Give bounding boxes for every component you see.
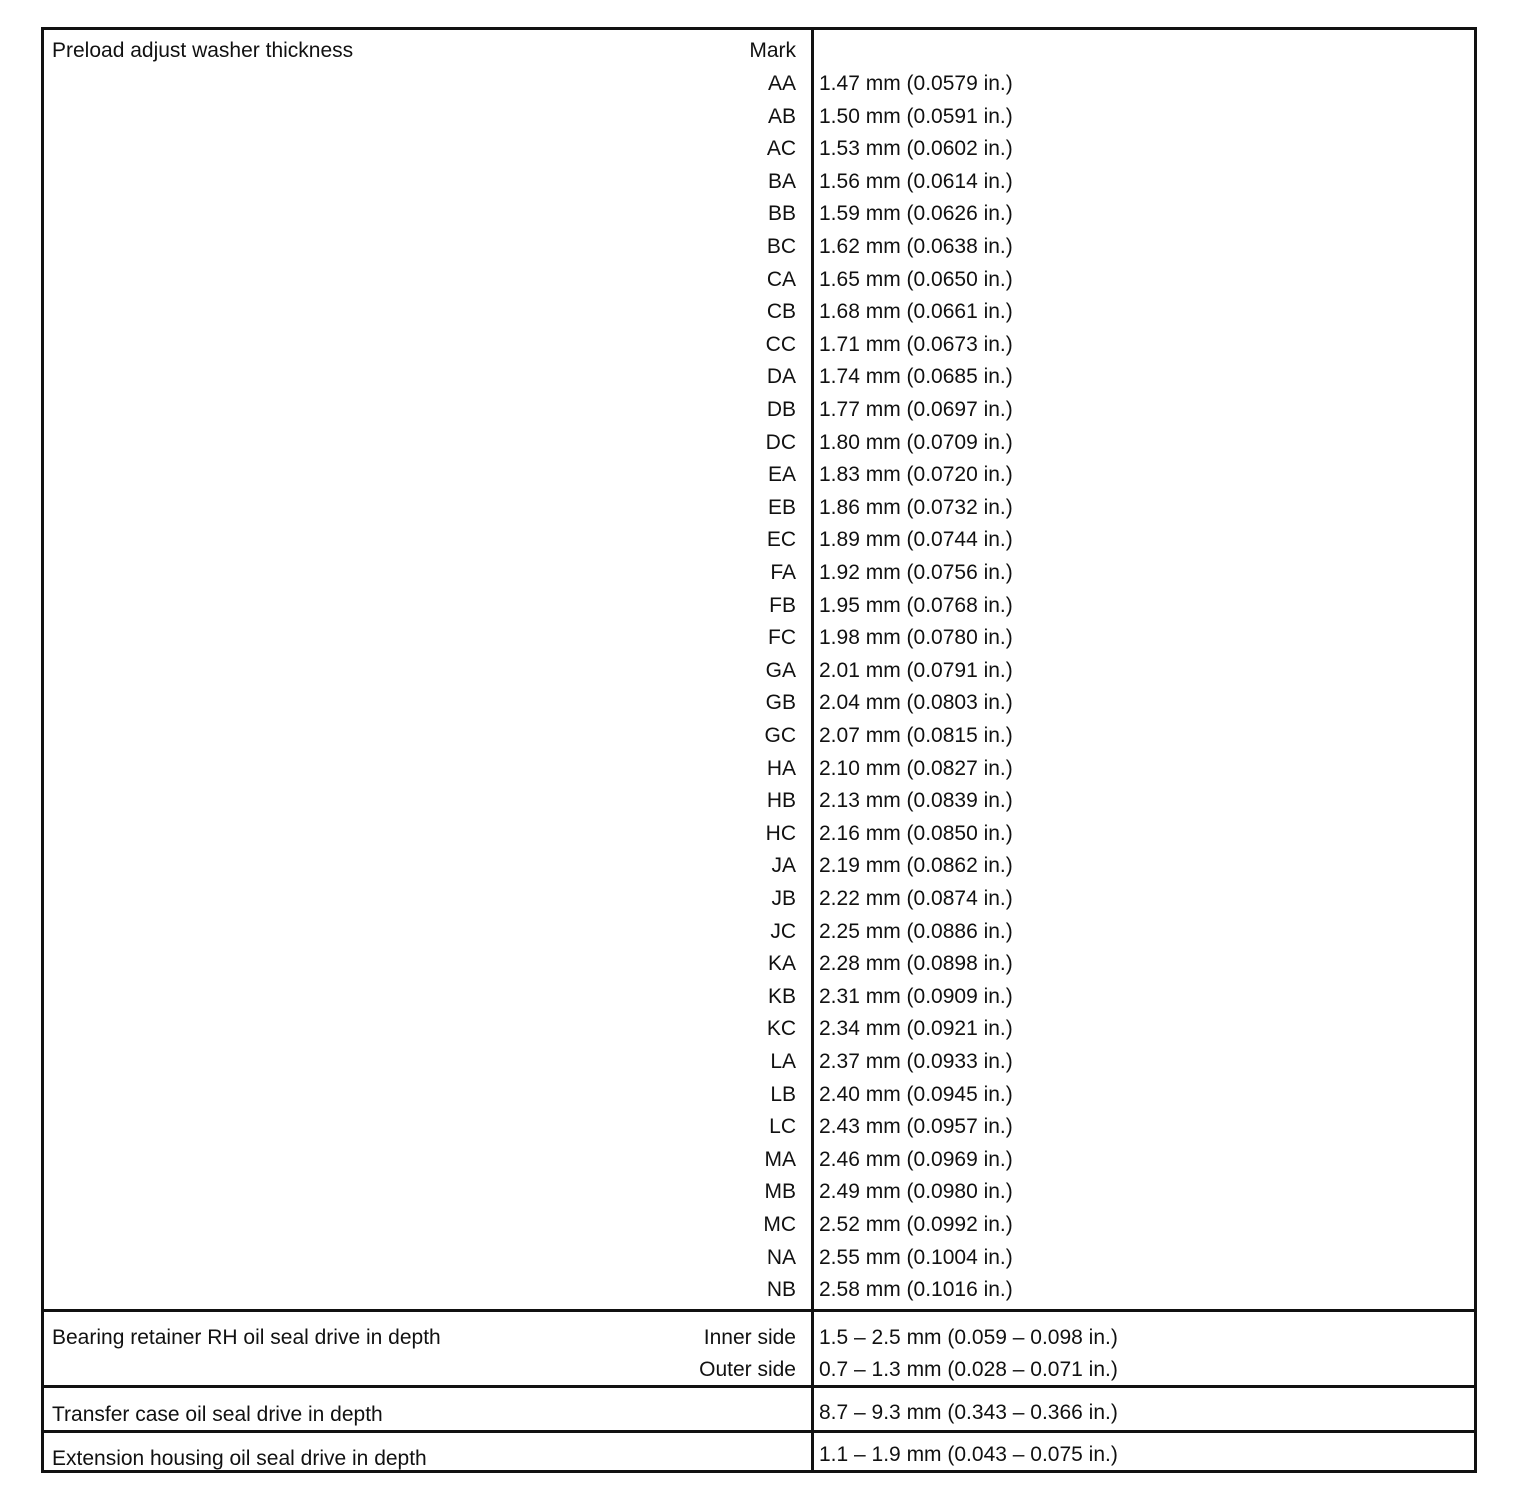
- washer-mark: KB: [767, 985, 796, 1008]
- washer-thickness-value: 1.86 mm (0.0732 in.): [819, 496, 1013, 519]
- washer-thickness-value: 2.52 mm (0.0992 in.): [819, 1213, 1013, 1236]
- washer-mark: GA: [765, 659, 796, 682]
- washer-thickness-value: 2.40 mm (0.0945 in.): [819, 1083, 1013, 1106]
- washer-mark: BB: [767, 202, 796, 225]
- washer-thickness-value: 1.95 mm (0.0768 in.): [819, 594, 1013, 617]
- washer-mark: JC: [770, 920, 796, 943]
- washer-thickness-value: 1.71 mm (0.0673 in.): [819, 333, 1013, 356]
- washer-thickness-value: 2.37 mm (0.0933 in.): [819, 1050, 1013, 1073]
- outer-side-label: Outer side: [699, 1358, 796, 1381]
- washer-mark: CC: [765, 333, 796, 356]
- washer-mark: FC: [768, 626, 796, 649]
- washer-thickness-value: 2.25 mm (0.0886 in.): [819, 920, 1013, 943]
- row-divider: [44, 1385, 1474, 1388]
- washer-mark: CA: [766, 268, 796, 291]
- washer-mark: AC: [766, 137, 796, 160]
- washer-mark: NA: [766, 1246, 796, 1269]
- bearing-retainer-label: Bearing retainer RH oil seal drive in depth: [52, 1326, 441, 1349]
- washer-thickness-value: 1.56 mm (0.0614 in.): [819, 170, 1013, 193]
- washer-thickness-value: 2.22 mm (0.0874 in.): [819, 887, 1013, 910]
- washer-thickness-value: 2.49 mm (0.0980 in.): [819, 1180, 1013, 1203]
- washer-thickness-value: 2.16 mm (0.0850 in.): [819, 822, 1013, 845]
- outer-side-value: 0.7 – 1.3 mm (0.028 – 0.071 in.): [819, 1358, 1118, 1381]
- washer-thickness-value: 1.74 mm (0.0685 in.): [819, 365, 1013, 388]
- washer-mark: AB: [767, 105, 796, 128]
- washer-thickness-value: 1.59 mm (0.0626 in.): [819, 202, 1013, 225]
- washer-thickness-value: 1.50 mm (0.0591 in.): [819, 105, 1013, 128]
- washer-mark: LB: [770, 1083, 796, 1106]
- washer-mark: EA: [767, 463, 796, 486]
- washer-mark: BA: [767, 170, 796, 193]
- washer-thickness-value: 2.55 mm (0.1004 in.): [819, 1246, 1013, 1269]
- washer-mark: HB: [766, 789, 796, 812]
- washer-thickness-value: 2.31 mm (0.0909 in.): [819, 985, 1013, 1008]
- washer-mark: MA: [764, 1148, 796, 1171]
- washer-thickness-value: 1.77 mm (0.0697 in.): [819, 398, 1013, 421]
- washer-thickness-label: Preload adjust washer thickness: [52, 39, 354, 62]
- washer-thickness-value: 2.43 mm (0.0957 in.): [819, 1115, 1013, 1138]
- washer-mark: HC: [765, 822, 796, 845]
- washer-thickness-value: 1.83 mm (0.0720 in.): [819, 463, 1013, 486]
- washer-mark: FB: [769, 594, 796, 617]
- washer-mark: DB: [766, 398, 796, 421]
- washer-mark: EB: [767, 496, 796, 519]
- washer-mark: HA: [766, 757, 796, 780]
- washer-mark: GC: [764, 724, 796, 747]
- washer-thickness-value: 2.10 mm (0.0827 in.): [819, 757, 1013, 780]
- extension-housing-label: Extension housing oil seal drive in depth: [52, 1447, 427, 1470]
- washer-mark: KA: [767, 952, 796, 975]
- inner-side-label: Inner side: [703, 1326, 796, 1349]
- washer-thickness-value: 2.46 mm (0.0969 in.): [819, 1148, 1013, 1171]
- washer-thickness-value: 1.89 mm (0.0744 in.): [819, 528, 1013, 551]
- washer-thickness-value: 1.65 mm (0.0650 in.): [819, 268, 1013, 291]
- washer-mark: EC: [766, 528, 796, 551]
- washer-thickness-value: 1.68 mm (0.0661 in.): [819, 300, 1013, 323]
- inner-side-value: 1.5 – 2.5 mm (0.059 – 0.098 in.): [819, 1326, 1118, 1349]
- transfer-case-label: Transfer case oil seal drive in depth: [52, 1403, 383, 1426]
- washer-mark: DA: [766, 365, 796, 388]
- washer-thickness-value: 2.04 mm (0.0803 in.): [819, 691, 1013, 714]
- washer-thickness-value: 1.92 mm (0.0756 in.): [819, 561, 1013, 584]
- washer-thickness-value: 2.19 mm (0.0862 in.): [819, 854, 1013, 877]
- washer-thickness-value: 2.13 mm (0.0839 in.): [819, 789, 1013, 812]
- washer-mark: BC: [766, 235, 796, 258]
- column-divider: [811, 30, 814, 1470]
- washer-thickness-value: 2.34 mm (0.0921 in.): [819, 1017, 1013, 1040]
- washer-mark: CB: [766, 300, 796, 323]
- mark-header: Mark: [749, 39, 796, 62]
- washer-mark: DC: [765, 431, 796, 454]
- washer-thickness-value: 1.62 mm (0.0638 in.): [819, 235, 1013, 258]
- washer-mark: NB: [766, 1278, 796, 1301]
- washer-mark: LC: [769, 1115, 796, 1138]
- washer-mark: KC: [766, 1017, 796, 1040]
- washer-mark: JA: [771, 854, 796, 877]
- washer-thickness-value: 1.47 mm (0.0579 in.): [819, 72, 1013, 95]
- washer-mark: LA: [770, 1050, 796, 1073]
- washer-thickness-value: 2.07 mm (0.0815 in.): [819, 724, 1013, 747]
- washer-mark: MC: [763, 1213, 796, 1236]
- washer-thickness-value: 2.58 mm (0.1016 in.): [819, 1278, 1013, 1301]
- washer-thickness-value: 1.53 mm (0.0602 in.): [819, 137, 1013, 160]
- washer-mark: FA: [770, 561, 796, 584]
- extension-housing-value: 1.1 – 1.9 mm (0.043 – 0.075 in.): [819, 1443, 1118, 1466]
- washer-mark: GB: [765, 691, 796, 714]
- washer-thickness-value: 1.80 mm (0.0709 in.): [819, 431, 1013, 454]
- washer-thickness-value: 1.98 mm (0.0780 in.): [819, 626, 1013, 649]
- spec-table: [41, 27, 1477, 1473]
- washer-mark: JB: [771, 887, 796, 910]
- washer-thickness-value: 2.28 mm (0.0898 in.): [819, 952, 1013, 975]
- washer-mark: AA: [767, 72, 796, 95]
- row-divider: [44, 1309, 1474, 1312]
- row-divider: [44, 1430, 1474, 1433]
- washer-mark: MB: [764, 1180, 796, 1203]
- transfer-case-value: 8.7 – 9.3 mm (0.343 – 0.366 in.): [819, 1401, 1118, 1424]
- washer-thickness-value: 2.01 mm (0.0791 in.): [819, 659, 1013, 682]
